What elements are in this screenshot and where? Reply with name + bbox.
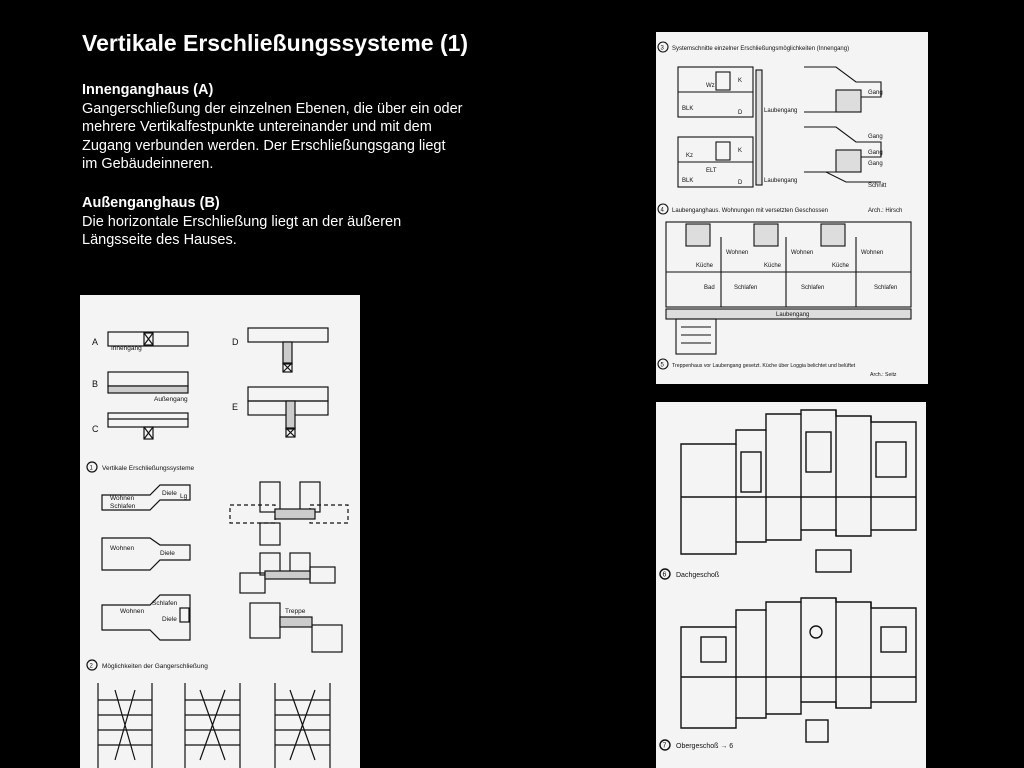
stair-pattern — [275, 683, 330, 768]
label-innengang: Innengang — [111, 345, 142, 352]
section-line: Längsseite des Hauses. — [82, 232, 237, 248]
floor-plans-figure — [656, 402, 926, 768]
plan-label: Wohnen — [861, 250, 884, 256]
room-label: ELT — [706, 168, 717, 174]
offset-core-block — [248, 387, 328, 401]
section-line: Zugang verbunden werden. Der Erschließungsgang liegt — [82, 137, 446, 154]
plan-label: Wohnen — [791, 250, 814, 256]
circulation-diagram-figure — [80, 295, 360, 768]
laubengang-label: Laubengang — [776, 312, 810, 318]
figure-4-architect: Arch.: Hirsch — [868, 208, 903, 214]
room-label: D — [738, 110, 743, 116]
figure-3-number: 3 — [660, 45, 664, 52]
obergeschoss-outline — [681, 598, 916, 728]
figure-5-architect: Arch.: Seitz — [870, 372, 897, 378]
letter-d: D — [232, 337, 239, 347]
letter-a: A — [92, 337, 99, 347]
label-schlafen: Schlafen — [110, 503, 136, 510]
stair-pattern — [185, 683, 240, 768]
room-label: BLK — [682, 106, 694, 112]
floor-plans — [656, 402, 926, 768]
room-label: D — [738, 180, 743, 186]
circulation-diagram — [80, 295, 360, 768]
plan-label: Schlafen — [734, 285, 758, 291]
gang-label: Gang — [868, 150, 883, 156]
section-aussenganghaus — [82, 194, 401, 250]
cluster-plan — [260, 482, 280, 512]
figure-4-number: 4 — [660, 207, 664, 214]
letter-b: B — [92, 379, 99, 389]
figure-2-number: 2 — [89, 663, 93, 670]
corridor-variant — [102, 538, 190, 570]
label-diele: Diele — [162, 490, 177, 497]
section-innenganghaus — [82, 81, 462, 174]
figure-5-number: 5 — [660, 362, 664, 369]
plan-label: Bad — [704, 285, 715, 291]
section-plans-figure — [656, 32, 928, 384]
figure-1-caption: Vertikale Erschließungssysteme — [102, 465, 195, 472]
figure-6-caption: Dachgeschoß — [676, 572, 720, 579]
label-lg: Lg — [180, 493, 188, 500]
gang-label: Gang — [868, 134, 883, 140]
laubengang-label: Laubengang — [764, 178, 798, 184]
section-line: im Gebäudeinneren. — [82, 156, 214, 172]
figure-1-number: 1 — [89, 465, 93, 472]
gang-label: Gang — [868, 90, 883, 96]
section-heading: Außenganghaus (B) — [82, 195, 220, 211]
stem-core-block — [248, 328, 328, 342]
figure-5-caption: Treppenhaus vor Laubengang gesetzt. Küche über Loggia belichtet und belüftet — [672, 363, 856, 369]
room-label: Kz — [686, 153, 694, 159]
figure-2-caption: Möglichkeiten der Gangerschließung — [102, 663, 208, 670]
stair-house — [676, 319, 716, 354]
gang-label: Gang — [868, 161, 883, 167]
label-schlafen: Schlafen — [152, 600, 178, 607]
label-wohnen: Wohnen — [120, 608, 145, 615]
section-line: Die horizontale Erschließung liegt an der äußeren — [82, 213, 402, 230]
schnitt-label: Schnitt — [868, 183, 887, 189]
section-heading: Innenganghaus (A) — [82, 82, 214, 98]
label-diele: Diele — [160, 550, 175, 557]
split-level-block — [108, 413, 188, 427]
plan-label: Schlafen — [801, 285, 825, 291]
figure-6-number: 6 — [662, 571, 667, 579]
room-label: K — [738, 148, 743, 154]
aussengang-block — [108, 372, 188, 386]
figure-4-caption: Laubenganghaus. Wohnungen mit versetzten Geschossen — [672, 208, 828, 214]
figure-3-caption: Systemschnitte einzelner Erschließungsmöglichkeiten (Innengang) — [672, 46, 850, 52]
slide-title: Vertikale Erschließungssysteme (1) — [82, 30, 469, 56]
plan-label: Küche — [832, 263, 850, 269]
letter-c: C — [92, 424, 99, 434]
stair-pattern — [98, 683, 152, 768]
room-label: Wz — [706, 83, 715, 89]
section-line: mehrere Vertikalfestpunkte untereinander und mit dem — [82, 119, 432, 135]
label-treppe: Treppe — [285, 608, 306, 615]
figure-7-number: 7 — [662, 742, 667, 750]
plan-label: Wohnen — [726, 250, 749, 256]
plan-label: Küche — [696, 263, 714, 269]
letter-e: E — [232, 402, 239, 412]
figure-7-caption: Obergeschoß → 6 — [676, 743, 734, 750]
room-label: K — [738, 78, 743, 84]
room-label: BLK — [682, 178, 694, 184]
dachgeschoss-outline — [681, 410, 916, 554]
label-wohnen: Wohnen — [110, 495, 135, 502]
laubengang-label: Laubengang — [764, 108, 798, 114]
plan-label: Schlafen — [874, 285, 898, 291]
plan-label: Küche — [764, 263, 782, 269]
section-line: Gangerschließung der einzelnen Ebenen, die über ein oder — [82, 100, 463, 117]
label-diele: Diele — [162, 616, 177, 623]
section-plans — [656, 32, 928, 384]
label-wohnen: Wohnen — [110, 545, 135, 552]
label-aussengang: Außengang — [154, 396, 188, 403]
